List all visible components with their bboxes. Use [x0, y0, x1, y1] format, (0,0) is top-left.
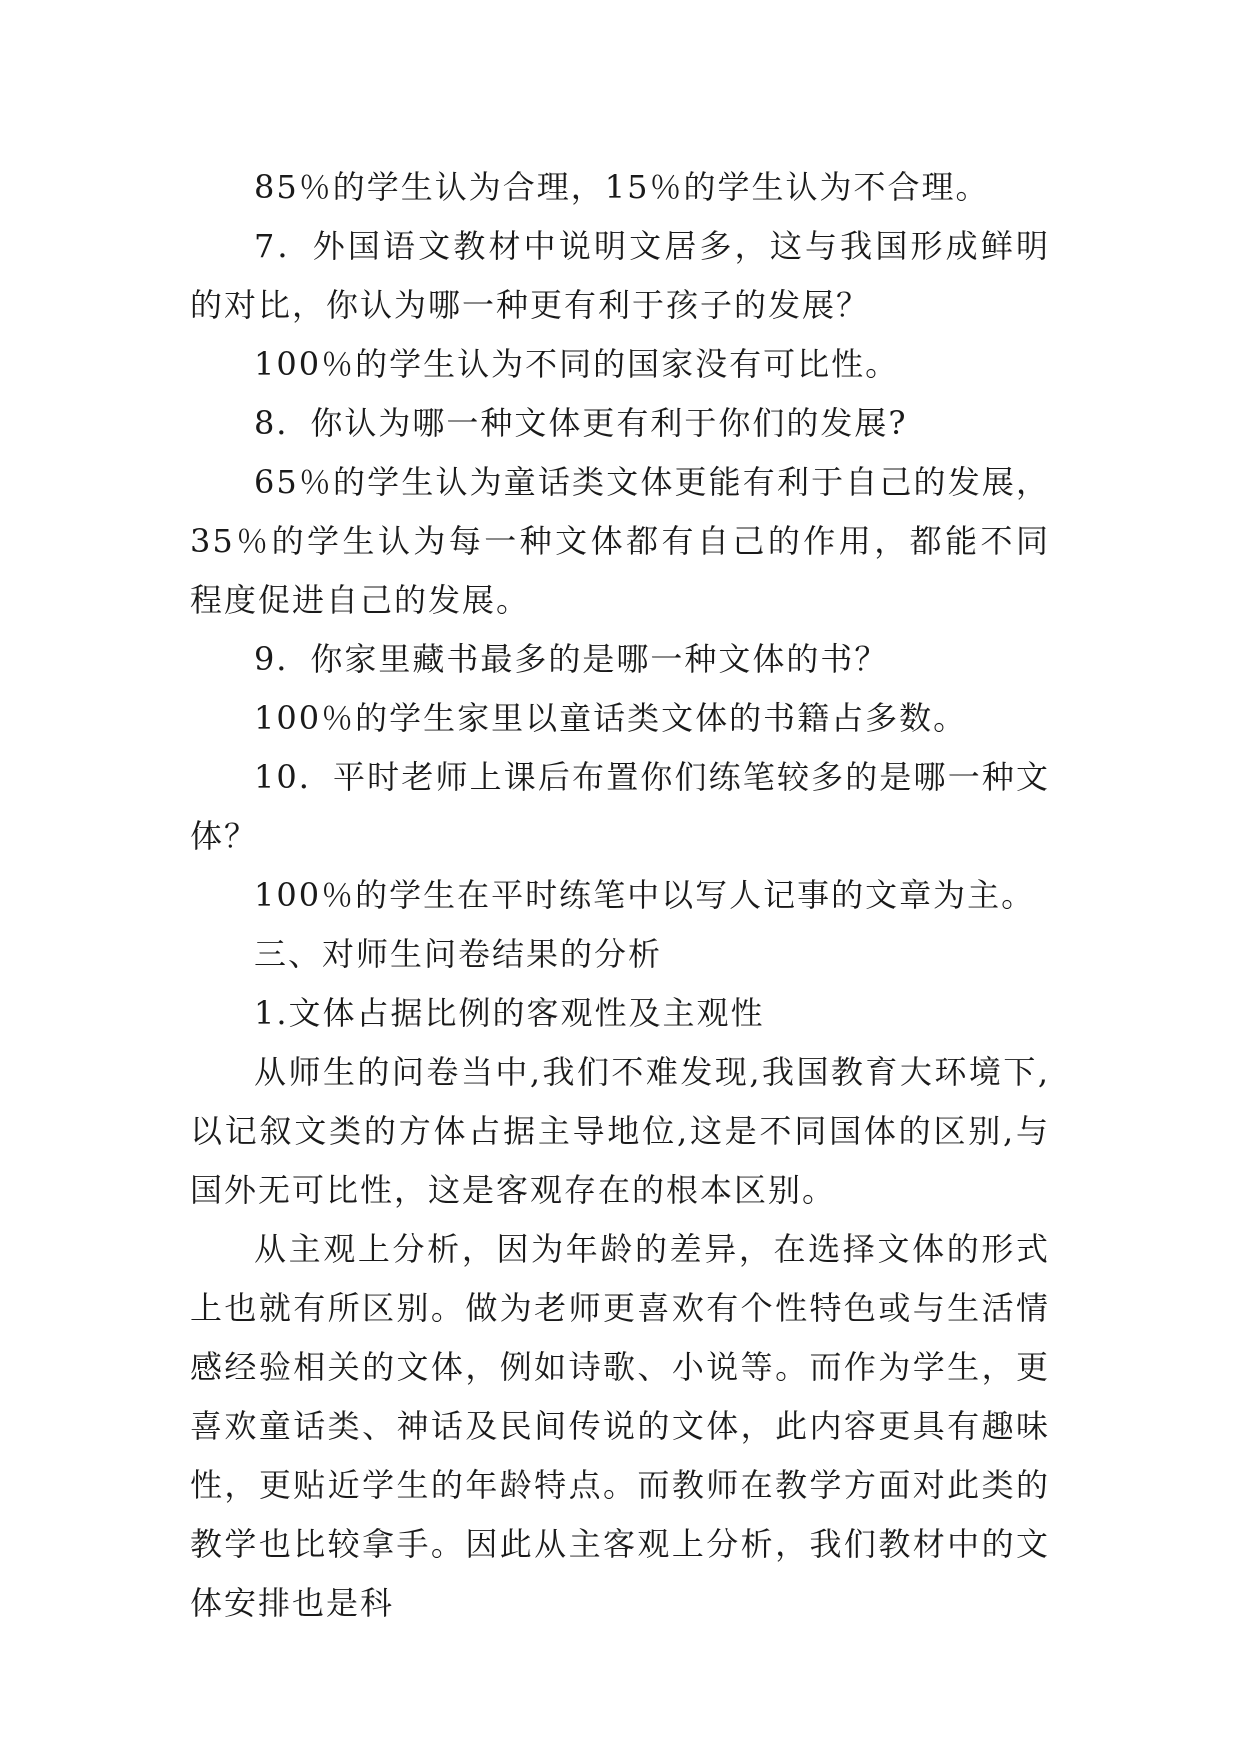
document-page — [190, 158, 1050, 1633]
paragraph-student-result-6: 85％的学生认为合理，15％的学生认为不合理。 — [254, 168, 990, 206]
paragraph-objective-analysis: 从师生的问卷当中,我们不难发现,我国教育大环境下,以记叙文类的方体占据主导地位,这是不同国体的区别,与国外无可比性，这是客观存在的根本区别。 — [190, 1053, 1050, 1209]
answer-8: 65％的学生认为童话类文体更能有利于自己的发展，35％的学生认为每一种文体都有自己的作用，都能不同程度促进自己的发展。 — [190, 463, 1050, 619]
section-heading-analysis: 三、对师生问卷结果的分析 — [254, 935, 663, 973]
answer-9: 100％的学生家里以童话类文体的书籍占多数。 — [254, 699, 968, 737]
question-7: 7．外国语文教材中说明文居多，这与我国形成鲜明的对比，你认为哪一种更有利于孩子的发展？ — [190, 227, 1050, 324]
question-9: 9．你家里藏书最多的是哪一种文体的书？ — [254, 640, 889, 678]
question-10: 10．平时老师上课后布置你们练笔较多的是哪一种文体？ — [190, 758, 1050, 855]
question-8: 8．你认为哪一种文体更有利于你们的发展? — [254, 404, 908, 442]
answer-7: 100％的学生认为不同的国家没有可比性。 — [254, 345, 900, 383]
subsection-heading-1: 1.文体占据比例的客观性及主观性 — [254, 994, 765, 1032]
paragraph-subjective-analysis: 从主观上分析，因为年龄的差异，在选择文体的形式上也就有所区别。做为老师更喜欢有个性特色或与生活情感经验相关的文体，例如诗歌、小说等。而作为学生，更喜欢童话类、神话及民间传说的文体，此内容更具有趣味性，更贴近学生的年龄特点。而教师在教学方面对此类的教学也比较拿手。因此从主客观上分析，我们教材中的文体安排也是科 — [190, 1230, 1050, 1622]
answer-10: 100％的学生在平时练笔中以写人记事的文章为主。 — [254, 876, 1036, 914]
